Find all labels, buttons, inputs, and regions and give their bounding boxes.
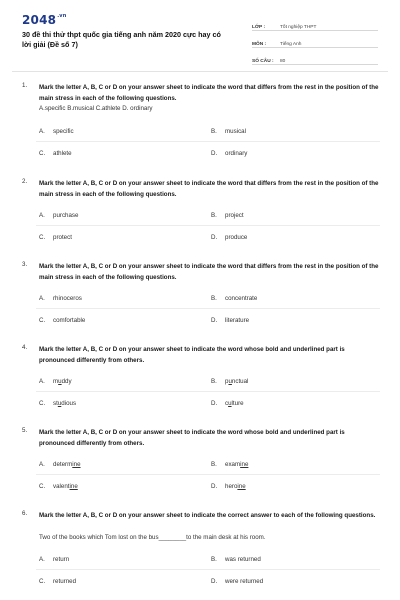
option-letter: B. — [211, 556, 217, 563]
option-c[interactable] — [39, 317, 85, 324]
option-text-end: ddy — [61, 378, 72, 385]
exam-meta — [252, 16, 378, 67]
option-letter: B. — [211, 295, 217, 302]
option-letter: B. — [211, 378, 217, 385]
option-letter: C. — [39, 400, 46, 407]
option-d[interactable] — [211, 578, 263, 585]
option-text-start: c — [225, 400, 229, 407]
option-letter: A. — [39, 295, 45, 302]
option-b[interactable] — [211, 128, 246, 135]
option-c[interactable] — [39, 150, 72, 157]
option-letter: C. — [39, 234, 46, 241]
option-d[interactable] — [211, 234, 247, 241]
question-text: Mark the letter A, B, C or D on your answer sheet to indicate the word whose bold and underlined part is pronounced differently from others. — [39, 346, 345, 364]
option-text: purchase — [53, 212, 79, 219]
option-letter: A. — [39, 461, 45, 468]
question-text: Mark the letter A, B, C or D on your answer sheet to indicate the correct answer to each of the following questions. — [39, 512, 376, 519]
exam-title: 30 đề thi thử thpt quốc gia tiếng anh năm 2020 cực hay có lời giải (Đề số 7) — [22, 30, 221, 49]
meta-row-class — [252, 16, 378, 31]
option-text: athlete — [53, 150, 72, 157]
option-text-start: valent — [53, 483, 70, 490]
option-a[interactable] — [39, 556, 69, 563]
option-text-underlined: ine — [237, 483, 246, 490]
option-letter: B. — [211, 212, 217, 219]
question-number: 1. — [22, 82, 28, 89]
meta-label: LỚP : — [252, 25, 266, 30]
option-text-underlined: ine — [69, 483, 78, 490]
option-letter: A. — [39, 556, 45, 563]
option-divider — [36, 225, 380, 226]
question-text: Mark the letter A, B, C or D on your answer sheet to indicate the word that differs from the rest in the position of the main stress in each of the following questions. — [39, 180, 379, 198]
option-c[interactable] — [39, 234, 72, 241]
question-subtext: A.specific B.musical C.athlete D. ordinary — [39, 105, 153, 112]
option-letter: A. — [39, 128, 45, 135]
option-text-start: exam — [225, 461, 241, 468]
option-text-underlined: u — [228, 378, 232, 385]
option-letter: D. — [211, 150, 218, 157]
option-text-underlined: u — [228, 400, 232, 407]
meta-value: Tiếng Anh — [280, 42, 302, 47]
option-letter: C. — [39, 317, 46, 324]
option-letter: D. — [211, 483, 218, 490]
option-b[interactable] — [211, 378, 248, 385]
option-text: return — [53, 556, 70, 563]
meta-label: SỐ CÂU : — [252, 59, 274, 64]
question-text: Mark the letter A, B, C or D on your answer sheet to indicate the word whose bold and underlined part is pronounced differently from others. — [39, 429, 345, 447]
option-text: comfortable — [53, 317, 86, 324]
site-logo[interactable] — [22, 13, 67, 27]
option-letter: D. — [211, 578, 218, 585]
option-a[interactable] — [39, 295, 82, 302]
option-letter: C. — [39, 150, 46, 157]
option-letter: D. — [211, 400, 218, 407]
option-letter: B. — [211, 128, 217, 135]
header-divider — [12, 71, 388, 72]
option-divider — [36, 474, 380, 475]
option-letter: A. — [39, 212, 45, 219]
option-a[interactable] — [39, 461, 81, 468]
option-text-start: st — [53, 400, 58, 407]
option-text-underlined: u — [58, 378, 62, 385]
option-d[interactable] — [211, 400, 244, 407]
option-text-end: nctual — [231, 378, 249, 385]
option-text-start: p — [225, 378, 229, 385]
logo-suffix: .vn — [57, 13, 67, 19]
option-b[interactable] — [211, 556, 261, 563]
option-a[interactable] — [39, 128, 74, 135]
option-text: project — [225, 212, 244, 219]
option-text: musical — [225, 128, 246, 135]
option-letter: C. — [39, 483, 46, 490]
page-header — [0, 0, 400, 68]
option-d[interactable] — [211, 150, 247, 157]
meta-row-count — [252, 50, 378, 65]
option-d[interactable] — [211, 317, 249, 324]
question-number: 5. — [22, 427, 28, 434]
meta-label: MÔN : — [252, 42, 267, 47]
option-text-underlined: ine — [72, 461, 81, 468]
option-text: was returned — [225, 556, 261, 563]
option-text: rhinoceros — [53, 295, 82, 302]
option-text: literature — [225, 317, 250, 324]
option-c[interactable] — [39, 578, 76, 585]
option-letter: C. — [39, 578, 46, 585]
option-d[interactable] — [211, 483, 246, 490]
option-divider — [36, 141, 380, 142]
option-text: were returned — [225, 578, 264, 585]
option-b[interactable] — [211, 212, 244, 219]
option-text-start: m — [53, 378, 59, 385]
option-text: concentrate — [225, 295, 258, 302]
meta-value: Tốt nghiệp THPT — [280, 25, 317, 30]
meta-value: 80 — [280, 59, 286, 64]
option-text-end: lture — [231, 400, 244, 407]
question-number: 3. — [22, 261, 28, 268]
option-text: specific — [53, 128, 74, 135]
option-letter: D. — [211, 317, 218, 324]
option-b[interactable] — [211, 295, 257, 302]
option-text: produce — [225, 234, 248, 241]
question-number: 6. — [22, 510, 28, 517]
option-letter: A. — [39, 378, 45, 385]
option-text-underlined: ine — [240, 461, 249, 468]
logo-text: 2048 — [22, 13, 57, 27]
option-text-underlined: u — [57, 400, 62, 407]
option-divider — [36, 391, 380, 392]
option-text-start: determ — [53, 461, 73, 468]
option-letter: D. — [211, 234, 218, 241]
option-a[interactable] — [39, 378, 72, 385]
option-text-end: dious — [61, 400, 77, 407]
question-number: 4. — [22, 344, 28, 351]
option-a[interactable] — [39, 212, 78, 219]
option-divider — [36, 308, 380, 309]
option-c[interactable] — [39, 483, 78, 490]
meta-row-subject — [252, 33, 378, 48]
option-text-start: hero — [225, 483, 238, 490]
question-subtext: Two of the books which Tom lost on the bus________to the main desk at his room. — [39, 534, 266, 541]
option-divider — [36, 569, 380, 570]
option-text: returned — [53, 578, 77, 585]
option-text: ordinary — [225, 150, 248, 157]
question-text: Mark the letter A, B, C or D on your answer sheet to indicate the word that differs from the rest in the position of the main stress in each of the following questions. — [39, 84, 379, 102]
option-b[interactable] — [211, 461, 248, 468]
option-text: protect — [53, 234, 72, 241]
option-c[interactable] — [39, 400, 76, 407]
question-text: Mark the letter A, B, C or D on your answer sheet to indicate the word that differs from the rest in the position of the main stress in each of the following questions. — [39, 263, 379, 281]
question-number: 2. — [22, 178, 28, 185]
option-letter: B. — [211, 461, 217, 468]
